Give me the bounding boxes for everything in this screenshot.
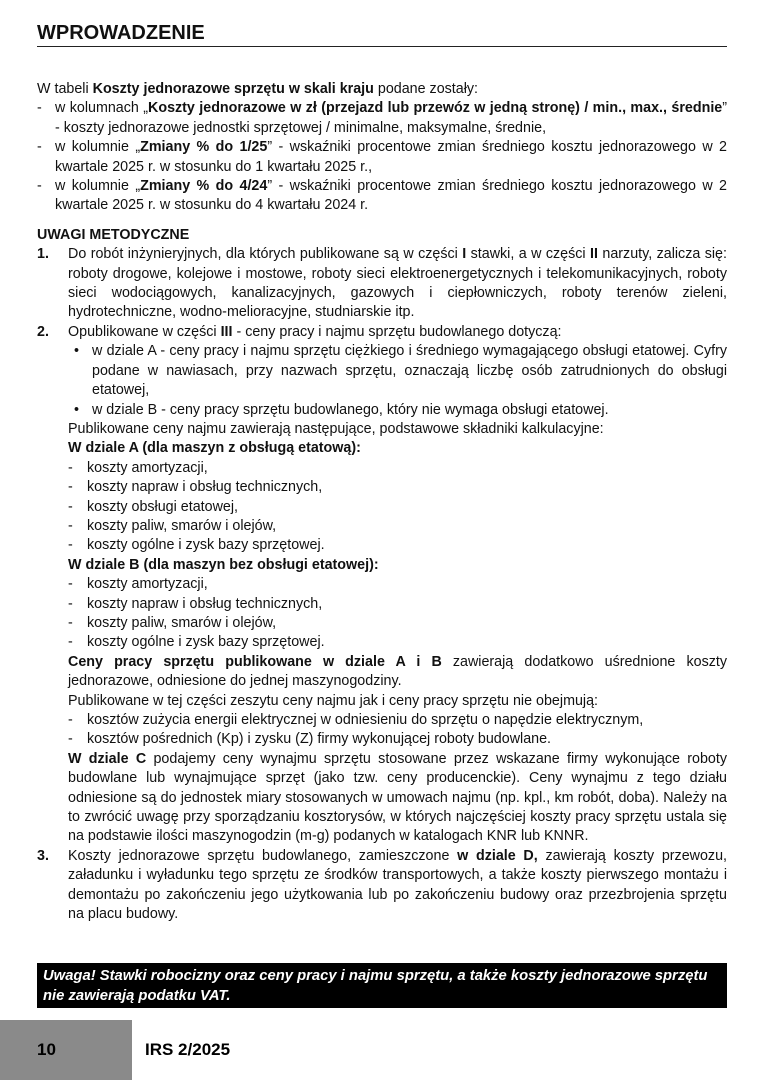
- point-text: Do robót inżynieryjnych, dla których publikowane są w części: [68, 246, 463, 263]
- dash-marker: -: [37, 139, 42, 156]
- list-item-text: koszty paliw, smarów i olejów,: [87, 517, 277, 534]
- list-item-text: koszty amortyzacji,: [87, 576, 208, 593]
- ab-note-bold: Ceny pracy sprzętu publikowane w dziale A i B: [68, 653, 442, 670]
- list-item-text: kosztów zużycia energii elektrycznej w odniesieniu do sprzętu o napędzie elektrycznym,: [87, 712, 644, 728]
- intro-item: [37, 138, 727, 177]
- point-text: narzuty, zalicza się: roboty drogowe, kolejowe i mostowe, roboty sieci elektroenergetycznych i telekomunikacyjnych, roboty sieci wodociągowych, kanalizacyjnych, gazowych i ciepłowniczych, roboty terenów zieleni, hydrotechniczne, wodno-melioracyjne, studniarskie itp.: [68, 246, 727, 321]
- methodology-point-1: [37, 245, 727, 323]
- point-text: Koszty jednorazowe sprzętu budowlanego, zamieszczone: [68, 847, 458, 864]
- methodology-point-2: [37, 323, 727, 342]
- intro-lead-tail: podane zostały:: [373, 81, 479, 97]
- point-bold: w dziale D,: [457, 847, 538, 864]
- published-intro: Publikowane ceny najmu zawierają następujące, podstawowe składniki kalkulacyjne:: [68, 420, 604, 437]
- group-a-heading: W dziale A (dla maszyn z obsługą etatową):: [68, 440, 361, 457]
- intro-item-bold: Zmiany % do 1/25: [140, 139, 268, 156]
- intro-item-post: ” - wskaźniki procentowe zmian średniego kosztu jednorazowego w 2 kwartale 2025 r. w stosunku do 4 kwartału 2024 r.: [55, 178, 727, 214]
- page-number: 10: [0, 1020, 132, 1080]
- intro-lead: [37, 80, 727, 99]
- list-item: [37, 478, 727, 497]
- dash-marker: -: [68, 731, 73, 748]
- dash-marker: -: [68, 634, 73, 651]
- dash-marker: -: [37, 178, 42, 195]
- dzial-c-text: podajemy ceny wynajmu sprzętu stosowane przez wskazane firmy wykonujące roboty budowlane lub wynajmujące sprzęt (jako tzw. ceny producenckie). Ceny wynajmu z tego działu odniesione są do jednostek miary stosowanych w umowach najmu (np. kpl., km robót, doba). Należy na to zwrócić uwagę przy sporządzaniu kosztorysów, w których najczęściej koszty pracy sprzętu ustala się na podstawie ilości maszynogodzin (m-g) podanych w katalogach KNR lub KNNR.: [68, 750, 728, 845]
- dash-marker: -: [68, 576, 73, 593]
- list-item: [37, 711, 727, 730]
- dash-marker: -: [68, 459, 73, 476]
- intro-item-pre: w kolumnie „: [55, 178, 141, 195]
- list-item-text: koszty ogólne i zysk bazy sprzętowej.: [87, 634, 325, 651]
- list-item-text: koszty napraw i obsług technicznych,: [87, 479, 323, 496]
- publication-label: IRS 2/2025: [145, 1040, 231, 1059]
- intro-lead-bold: Koszty jednorazowe sprzętu w skali kraju: [92, 81, 374, 97]
- page-title: WPROWADZENIE: [37, 20, 727, 47]
- list-item-text: kosztów pośrednich (Kp) i zysku (Z) firmy wykonującej roboty budowlane.: [87, 731, 552, 748]
- dash-marker: -: [68, 614, 73, 631]
- vat-warning-banner: Uwaga! Stawki robocizny oraz ceny pracy i najmu sprzętu, a także koszty jednorazowe sprzętu nie zawierają podatku VAT.: [37, 963, 727, 1008]
- list-item: [37, 595, 727, 614]
- intro-lead-text: W tabeli: [37, 81, 93, 97]
- list-item-text: koszty napraw i obsług technicznych,: [87, 595, 323, 612]
- point-bold: II: [590, 246, 598, 263]
- point-text: Opublikowane w części: [68, 323, 221, 340]
- bullet-item: [37, 342, 727, 400]
- point-text: stawki, a w części: [466, 246, 591, 263]
- list-item: [37, 517, 727, 536]
- list-item: [37, 575, 727, 594]
- bullet-marker: •: [74, 401, 80, 418]
- list-item: [37, 498, 727, 517]
- point-text: - ceny pracy i najmu sprzętu budowlanego dotyczą:: [232, 323, 562, 340]
- bullet-text: w dziale B - ceny pracy sprzętu budowlanego, który nie wymaga obsługi etatowej.: [92, 401, 609, 418]
- methodology-point-3: [37, 847, 727, 925]
- intro-item: [37, 177, 727, 216]
- list-item-text: koszty ogólne i zysk bazy sprzętowej.: [87, 537, 325, 554]
- list-item: [37, 730, 727, 749]
- group-b-heading: W dziale B (dla maszyn bez obsługi etatowej):: [68, 556, 379, 573]
- point-number: 2.: [37, 323, 49, 340]
- intro-item: [37, 99, 727, 138]
- point-number: 3.: [37, 847, 49, 864]
- main-content: [37, 80, 727, 924]
- intro-item-post: ” - koszty jednorazowe jednostki sprzętowej / minimalne, maksymalne, średnie,: [55, 100, 728, 136]
- dash-marker: -: [68, 712, 73, 728]
- point-bold: III: [220, 323, 233, 340]
- dash-marker: -: [68, 498, 73, 515]
- intro-item-bold: Zmiany % do 4/24: [140, 178, 268, 195]
- list-item: [37, 633, 727, 652]
- ab-note-text: zawierają dodatkowo uśrednione koszty jednorazowe, odniesione do jednej maszynogodziny.: [68, 653, 727, 690]
- list-item: [37, 459, 727, 478]
- page-footer: [0, 1020, 764, 1080]
- list-item: [37, 614, 727, 633]
- point-text: zawierają koszty przewozu, załadunku i wyładunku tego sprzętu ze środków transportowych, a także koszty pierwszego montażu i demontażu po zakończeniu jego użytkowania lub po zakończeniu budowy oraz przezbrojenia sprzętu na placu budowy.: [68, 847, 727, 923]
- intro-item-pre: w kolumnach „: [55, 100, 149, 117]
- dash-marker: -: [37, 100, 42, 117]
- intro-item-bold: Koszty jednorazowe w zł (przejazd lub przewóz w jedną stronę) / min., max., średnie: [148, 100, 723, 117]
- bullet-item: [37, 401, 727, 420]
- dash-marker: -: [68, 595, 73, 612]
- bullet-text: w dziale A - ceny pracy i najmu sprzętu ciężkiego i średniego wymagającego obsługi etatowej. Cyfry podane w nawiasach, przy nazwach sprzętu, oznaczają liczbę osób zatrudnionych do obsługi etatowej,: [92, 343, 727, 399]
- list-item-text: koszty paliw, smarów i olejów,: [87, 614, 277, 631]
- intro-item-pre: w kolumnie „: [55, 139, 141, 156]
- dash-marker: -: [68, 517, 73, 534]
- list-item-text: koszty obsługi etatowej,: [87, 498, 238, 515]
- point-number: 1.: [37, 246, 49, 263]
- list-item-text: koszty amortyzacji,: [87, 459, 208, 476]
- list-item: [37, 536, 727, 555]
- dzial-c-note: [37, 750, 727, 847]
- methodology-heading: UWAGI METODYCZNE: [37, 226, 190, 243]
- dash-marker: -: [68, 537, 73, 554]
- bullet-marker: •: [74, 343, 80, 360]
- exclusions-intro: Publikowane w tej części zeszytu ceny najmu jak i ceny pracy sprzętu nie obejmują:: [68, 692, 599, 709]
- dzial-c-bold: W dziale C: [68, 750, 147, 767]
- ab-note: [37, 653, 727, 692]
- intro-item-post: ” - wskaźniki procentowe zmian średniego kosztu jednorazowego w 2 kwartale 2025 r. w stosunku do 1 kwartału 2025 r.,: [55, 139, 727, 175]
- point-bold: I: [462, 246, 467, 263]
- dash-marker: -: [68, 479, 73, 496]
